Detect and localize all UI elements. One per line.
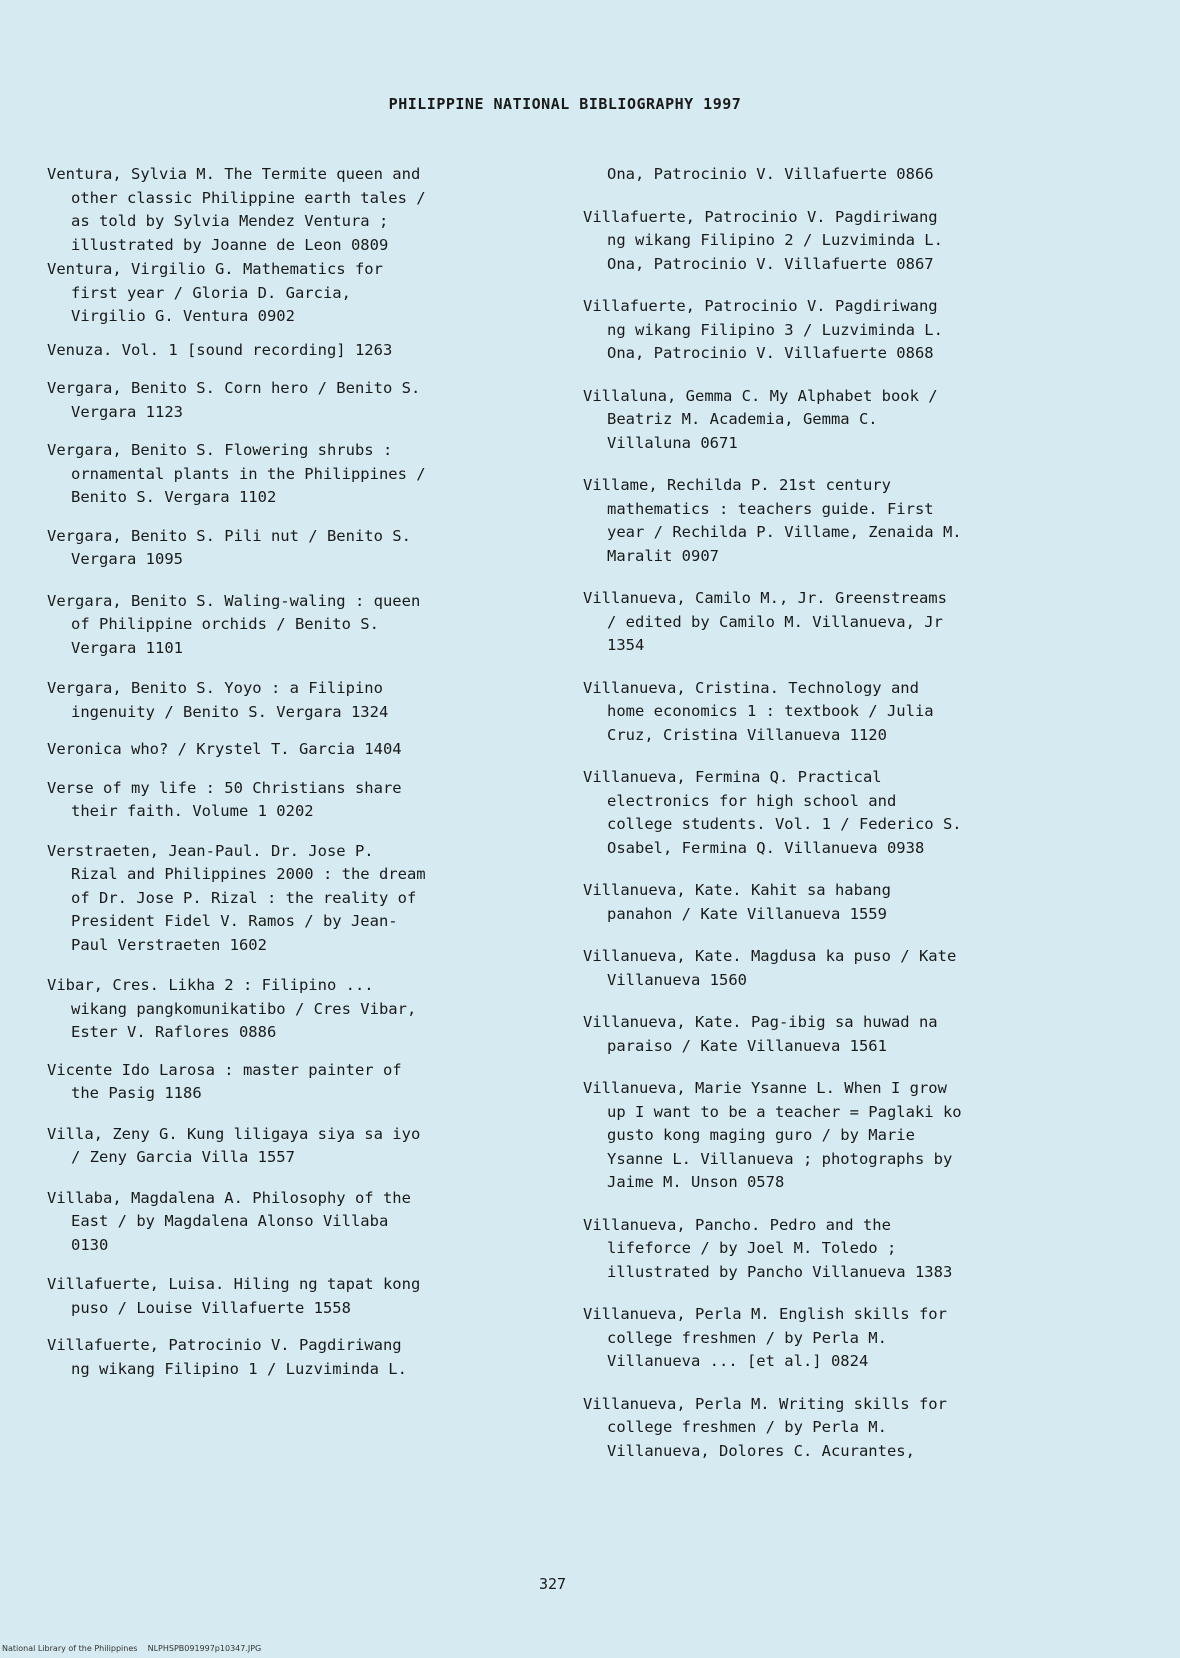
bibliography-entry: Vergara, Benito S. Waling-waling : queen of Philippine orchids / Benito S. Vergara 1101 bbox=[47, 591, 421, 657]
bibliography-entry: Villame, Rechilda P. 21st century mathematics : teachers guide. First year / Rechilda P. Villame, Zenaida M. Maralit 0907 bbox=[583, 476, 962, 565]
bibliography-entry: Vicente Ido Larosa : master painter of the Pasig 1186 bbox=[47, 1060, 402, 1102]
bibliography-entry: Ventura, Virgilio G. Mathematics for first year / Gloria D. Garcia, Virgilio G. Ventura 0902 bbox=[47, 260, 383, 325]
page-title: PHILIPPINE NATIONAL BIBLIOGRAPHY 1997 bbox=[388, 95, 742, 113]
library-name: National Library of the Philippines bbox=[2, 1644, 138, 1653]
continued-entry: Ona, Patrocinio V. Villafuerte 0866 bbox=[607, 165, 934, 183]
bibliography-entry: Vergara, Benito S. Yoyo : a Filipino ingenuity / Benito S. Vergara 1324 bbox=[47, 679, 389, 721]
bibliography-entry: Villanueva, Cristina. Technology and home economics 1 : textbook / Julia Cruz, Cristina Villanueva 1120 bbox=[583, 678, 934, 744]
bibliography-entry: Villanueva, Pancho. Pedro and the lifeforce / by Joel M. Toledo ; illustrated by Pancho Villanueva 1383 bbox=[583, 1215, 953, 1281]
bibliography-entry: Villafuerte, Patrocinio V. Pagdiriwang ng wikang Filipino 1 / Luzviminda L. bbox=[47, 1336, 407, 1378]
bibliography-entry: Villafuerte, Luisa. Hiling ng tapat kong puso / Louise Villafuerte 1558 bbox=[47, 1275, 421, 1317]
bibliography-entry: Villanueva, Marie Ysanne L. When I grow up I want to be a teacher = Paglaki ko gusto kong maging guro / by Marie Ysanne L. Villanueva ; photographs by Jaime M. Unson 0578 bbox=[583, 1079, 962, 1191]
bibliography-entry: Vergara, Benito S. Corn hero / Benito S. Vergara 1123 bbox=[47, 379, 421, 421]
bibliography-entry: Villanueva, Fermina Q. Practical electronics for high school and college students. Vol. 1 / Federico S. Osabel, Fermina Q. Villanueva 0938 bbox=[583, 768, 962, 857]
bibliography-entry: Verse of my life : 50 Christians share their faith. Volume 1 0202 bbox=[47, 778, 402, 820]
bibliography-entry: Villanueva, Camilo M., Jr. Greenstreams / edited by Camilo M. Villanueva, Jr 1354 bbox=[583, 589, 947, 654]
bibliography-entry: Ventura, Sylvia M. The Termite queen and other classic Philippine earth tales / as told by Sylvia Mendez Ventura ; illustrated by Joanne de Leon 0809 bbox=[47, 165, 426, 254]
bibliography-entry: Villafuerte, Patrocinio V. Pagdiriwang ng wikang Filipino 2 / Luzviminda L. Ona, Patrocinio V. Villafuerte 0867 bbox=[583, 207, 943, 273]
bibliography-entry: Vergara, Benito S. Pili nut / Benito S. Vergara 1095 bbox=[47, 526, 411, 568]
bibliography-entry: Vibar, Cres. Likha 2 : Filipino ... wikang pangkomunikatibo / Cres Vibar, Ester V. Raflores 0886 bbox=[47, 976, 417, 1041]
right-column bbox=[583, 163, 1083, 1463]
file-id: NLPHSPB091997p10347.JPG bbox=[147, 1644, 262, 1653]
left-column bbox=[47, 163, 547, 1381]
scan-footer bbox=[2, 1644, 261, 1653]
bibliography-entry: Veronica who? / Krystel T. Garcia 1404 bbox=[47, 740, 402, 758]
page-number: 327 bbox=[538, 1575, 567, 1593]
bibliography-entry: Villanueva, Perla M. English skills for college freshmen / by Perla M. Villanueva ... [et al.] 0824 bbox=[583, 1305, 947, 1370]
bibliography-entry: Villa, Zeny G. Kung liligaya siya sa iyo / Zeny Garcia Villa 1557 bbox=[47, 1124, 421, 1166]
bibliography-entry: Venuza. Vol. 1 [sound recording] 1263 bbox=[47, 340, 393, 359]
bibliography-entry: Villaba, Magdalena A. Philosophy of the East / by Magdalena Alonso Villaba 0130 bbox=[47, 1188, 411, 1254]
bibliography-entry: Villanueva, Kate. Magdusa ka puso / Kate Villanueva 1560 bbox=[583, 947, 957, 989]
bibliography-entry: Villanueva, Perla M. Writing skills for college freshmen / by Perla M. Villanueva, Dolores C. Acurantes, bbox=[583, 1394, 947, 1460]
bibliography-entry: Villaluna, Gemma C. My Alphabet book / Beatriz M. Academia, Gemma C. Villaluna 0671 bbox=[583, 386, 938, 452]
bibliography-entry: Verstraeten, Jean-Paul. Dr. Jose P. Rizal and Philippines 2000 : the dream of Dr. Jose P. Rizal : the reality of President Fidel V. Ramos / by Jean- Paul Verstraeten 1602 bbox=[47, 841, 426, 954]
bibliography-entry: Villanueva, Kate. Pag-ibig sa huwad na paraiso / Kate Villanueva 1561 bbox=[583, 1013, 938, 1055]
bibliography-entry: Vergara, Benito S. Flowering shrubs : ornamental plants in the Philippines / Benito S. Vergara 1102 bbox=[47, 441, 426, 506]
bibliography-entry: Villanueva, Kate. Kahit sa habang panahon / Kate Villanueva 1559 bbox=[583, 881, 891, 923]
bibliography-entry: Villafuerte, Patrocinio V. Pagdiriwang ng wikang Filipino 3 / Luzviminda L. Ona, Patrocinio V. Villafuerte 0868 bbox=[583, 297, 943, 362]
